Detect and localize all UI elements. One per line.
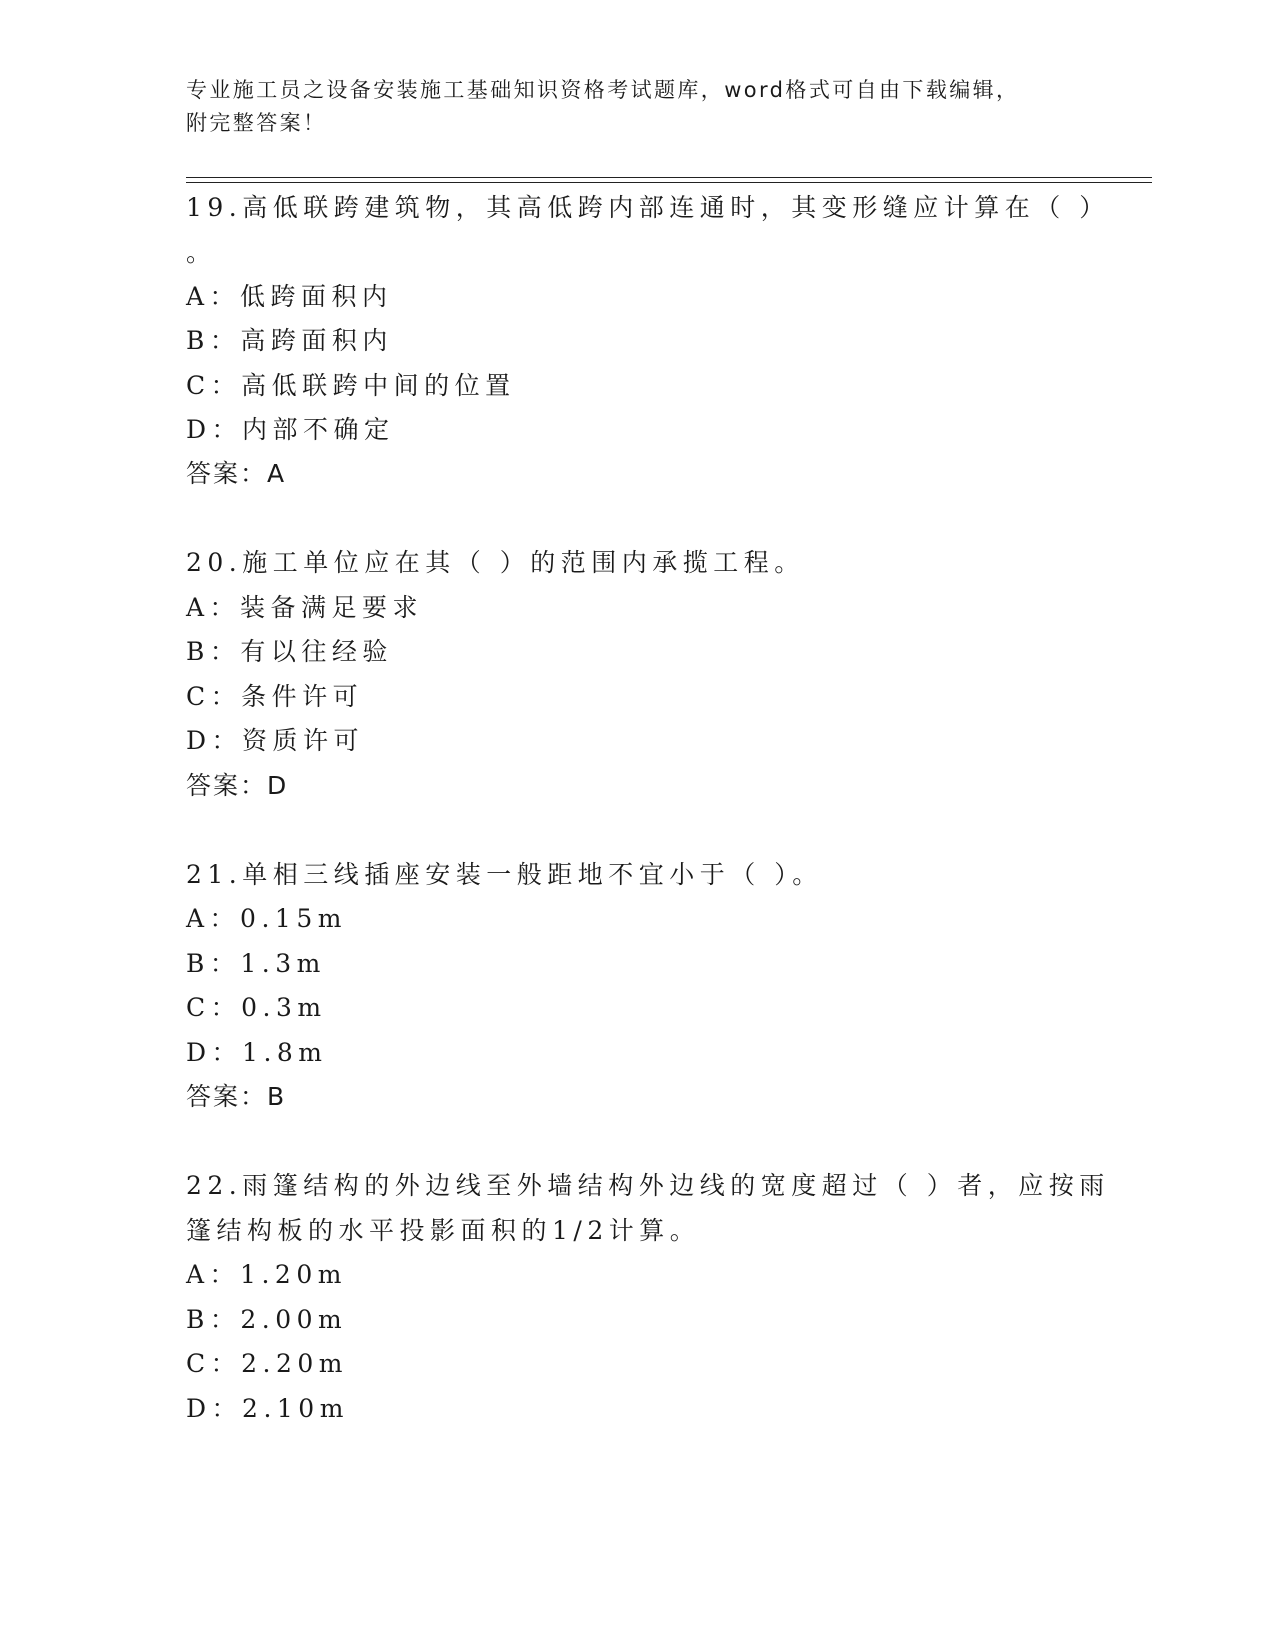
question-19-option-b: B：高跨面积内 <box>186 326 393 355</box>
header-divider-top <box>186 177 1152 178</box>
question-20-answer: 答案：D <box>186 771 289 800</box>
question-21-option-c: C：0.3m <box>186 993 327 1022</box>
question-20-option-a: A：装备满足要求 <box>186 593 424 622</box>
question-22-stem-continued: 篷结构板的水平投影面积的1/2计算。 <box>186 1216 701 1245</box>
question-19-option-a: A：低跨面积内 <box>186 282 393 311</box>
header-divider-bottom <box>186 182 1152 183</box>
question-21-option-d: D：1.8m <box>186 1038 328 1067</box>
question-21-stem: 21.单相三线插座安装一般距地不宜小于（ ）。 <box>186 860 823 889</box>
question-20-option-b: B：有以往经验 <box>186 637 393 666</box>
question-22-option-c: C：2.20m <box>186 1349 348 1378</box>
question-20-stem: 20.施工单位应在其（ ）的范围内承揽工程。 <box>186 548 805 577</box>
question-22-stem: 22.雨篷结构的外边线至外墙结构外边线的宽度超过（ ）者，应按雨 <box>186 1171 1110 1200</box>
question-19-answer: 答案：A <box>186 459 287 488</box>
question-19-stem: 19.高低联跨建筑物，其高低跨内部连通时，其变形缝应计算在（ ） <box>186 193 1110 222</box>
question-20-option-c: C：条件许可 <box>186 682 364 711</box>
header-line-1: 专业施工员之设备安装施工基础知识资格考试题库，word格式可自由下载编辑， <box>186 78 1020 102</box>
question-22-option-d: D：2.10m <box>186 1394 349 1423</box>
question-21-option-b: B：1.3m <box>186 949 326 978</box>
question-21-option-a: A：0.15m <box>186 904 347 933</box>
question-19-option-c: C：高低联跨中间的位置 <box>186 371 516 400</box>
question-22-option-b: B：2.00m <box>186 1305 348 1334</box>
question-19-option-d: D：内部不确定 <box>186 415 395 444</box>
question-21-answer: 答案：B <box>186 1082 287 1111</box>
question-20-option-d: D：资质许可 <box>186 726 365 755</box>
question-22-option-a: A：1.20m <box>186 1260 347 1289</box>
header-line-2: 附完整答案！ <box>186 111 327 135</box>
document-header <box>186 74 1066 140</box>
question-19-stem-continued: 。 <box>186 238 217 267</box>
